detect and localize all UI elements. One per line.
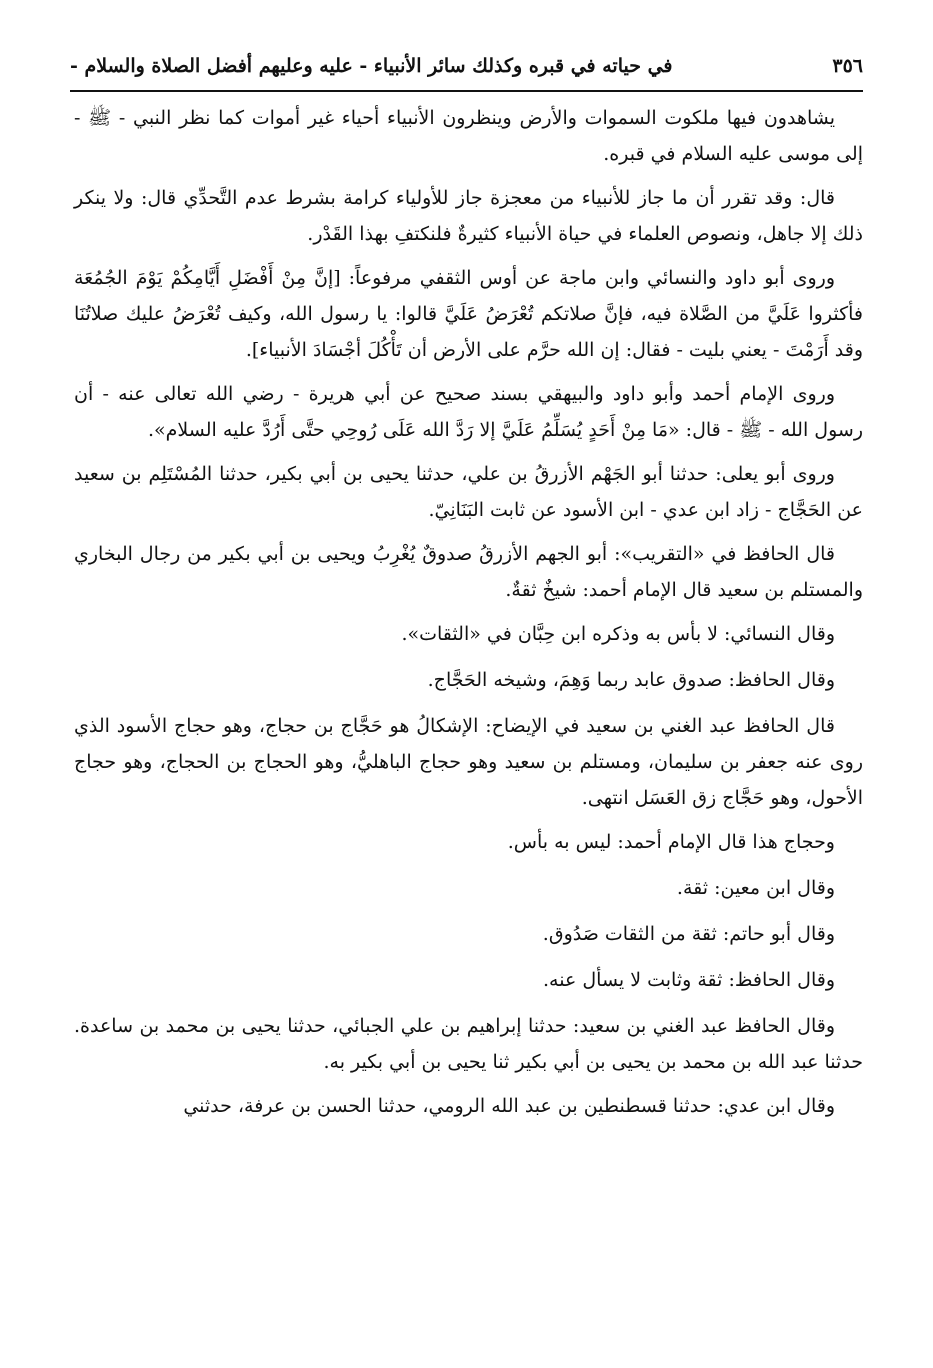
paragraph: وقال النسائي: لا بأس به وذكره ابن حِبَّان في «الثقات». [401, 623, 835, 645]
paragraph: وروى الإمام أحمد وأبو داود والبيهقي بسند صحيح عن أبي هريرة - رضي الله تعالى عنه - أن رسول الله - ﷺ - قال: «مَا مِنْ أَحَدٍ يُسَلِّمُ عَلَيَّ إلا رَدَّ الله عَلَى رُوحِي حتَّى أَرُدَّ عليه السلام». [74, 383, 863, 441]
paragraph: قال: وقد تقرر أن ما جاز للأنبياء من معجزة جاز للأولياء كرامة بشرط عدم التَّحدِّي قال: ولا ينكر ذلك إلا جاهل، ونصوص العلماء في حياة الأنبياء كثيرةٌ فلنكتفِ بهذا القَدْر. [74, 187, 863, 245]
paragraph: وقال الحافظ: صدوق عابد ربما وَهِمَ، وشيخه الحَجَّاج. [427, 669, 835, 691]
paragraph: قال الحافظ عبد الغني بن سعيد في الإيضاح: الإشكالُ هو حَجَّاج بن حجاج، وهو حجاج الأسود الذي روى عنه جعفر بن سليمان، ومستلم بن سعيد وهو حجاج الباهليُّ، وهو الحجاج بن الحجاج، وهو حجاج الأحول، وهو حَجَّاج زق العَسَل انتهى. [74, 715, 863, 809]
paragraph: وروى أبو داود والنسائي وابن ماجة عن أوس الثقفي مرفوعاً: [إنَّ مِنْ أَفْضَلِ أَيَّامِكُمْ يَوْمَ الجُمُعَة فأكثروا عَلَيَّ من الصَّلاة فيه، فإنَّ صلاتكم تُعْرَضُ عَلَيَّ قالوا: يا رسول الله، وكيف تُعْرَضُ عليك صلاتُنَا وقد أَرَمْتَ - يعني بليت - فقال: إن الله حرَّم على الأرض أن تَأْكُلَ أجْسَادَ الأنبياء]. [74, 267, 863, 361]
page-body [74, 100, 863, 1132]
paragraph: قال الحافظ في «التقريب»: أبو الجهم الأزرقُ صدوقٌ يُغْرِبُ ويحيى بن أبي بكير من رجال البخاري والمستلم بن سعيد قال الإمام أحمد: شيخٌ ثقةٌ. [74, 543, 863, 601]
paragraph: وروى أبو يعلى: حدثنا أبو الجَهْم الأزرقُ بن علي، حدثنا يحيى بن أبي بكير، حدثنا المُسْتَلِم بن سعيد عن الحَجَّاج - زاد ابن عدي - ابن الأسود عن ثابت البَنَانِيّ. [74, 463, 863, 521]
page-number: ٣٥٦ [832, 55, 863, 77]
paragraph: وقال الحافظ عبد الغني بن سعيد: حدثنا إبراهيم بن علي الجبائي، حدثنا يحيى بن محمد بن ساعدة. حدثنا عبد الله بن محمد بن يحيى بن أبي بكير ثنا يحيى بن أبي بكير به. [74, 1015, 863, 1073]
page-header [70, 44, 863, 88]
paragraph: يشاهدون فيها ملكوت السموات والأرض وينظرون الأنبياء أحياء غير أموات كما نظر النبي - ﷺ - إلى موسى عليه السلام في قبره. [74, 107, 863, 165]
paragraph: وقال ابن معين: ثقة. [676, 877, 835, 899]
paragraph: وقال الحافظ: ثقة وثابت لا يسأل عنه. [543, 969, 835, 991]
running-title: في حياته في قبره وكذلك سائر الأنبياء - عليه وعليهم أفضل الصلاة والسلام - [70, 55, 673, 77]
paragraph: وحجاج هذا قال الإمام أحمد: ليس به بأس. [507, 831, 835, 853]
paragraph: وقال ابن عدي: حدثنا قسطنطين بن عبد الله الرومي، حدثنا الحسن بن عرفة، حدثني [183, 1095, 835, 1117]
header-rule [70, 90, 863, 92]
paragraph: وقال أبو حاتم: ثقة من الثقات صَدُوق. [542, 923, 835, 945]
